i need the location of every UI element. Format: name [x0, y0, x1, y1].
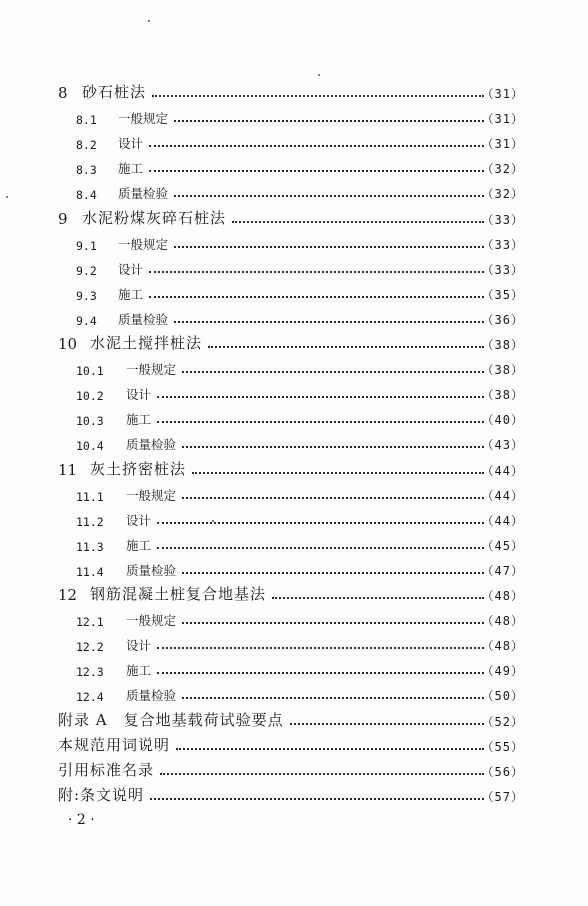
- toc-entry-title: 一般规定: [118, 236, 169, 252]
- toc-entry-title: 设计: [118, 261, 144, 277]
- toc-entry-title: 一般规定: [126, 613, 177, 629]
- toc-page-number: （48）: [481, 639, 524, 654]
- toc-entry-title: 附录 A 复合地基载荷试验要点: [58, 710, 284, 729]
- toc-entry-title: 附:条文说明: [58, 785, 145, 804]
- toc-entry-title: 质量检验: [118, 311, 169, 327]
- toc-dot-leader: [157, 396, 484, 398]
- toc-page-number: （55）: [481, 739, 524, 754]
- toc-entry-title: 质量检验: [126, 562, 177, 578]
- toc-entry-title: 质量检验: [126, 437, 177, 453]
- toc-page-number: （57）: [481, 789, 524, 804]
- toc-entry-label: [0, 184, 168, 202]
- toc-page-number: （38）: [481, 388, 524, 403]
- toc-dot-leader: [149, 296, 484, 298]
- toc-page-number: （40）: [481, 413, 524, 428]
- toc-dot-leader: [208, 346, 484, 348]
- toc-page-number: （31）: [481, 112, 524, 127]
- toc-dot-leader: [157, 522, 484, 524]
- toc-entry-label: [0, 709, 284, 730]
- toc-section-row[interactable]: [0, 680, 588, 704]
- toc-page-number: （44）: [481, 513, 524, 528]
- toc-page-number: （36）: [481, 312, 524, 327]
- toc-section-row[interactable]: [0, 605, 588, 629]
- toc-entry-title: 施工: [126, 537, 152, 553]
- toc-section-row[interactable]: [0, 103, 588, 127]
- toc-section-row[interactable]: [0, 480, 588, 504]
- toc-entry-label: [0, 385, 151, 403]
- toc-entry-number: 12.1: [76, 615, 104, 630]
- toc-entry-label: [0, 536, 151, 554]
- toc-entry-number: 9.1: [76, 238, 97, 253]
- toc-entry-number: 12.3: [76, 665, 104, 680]
- toc-entry-number: 11.1: [76, 489, 104, 504]
- toc-dot-leader: [157, 421, 484, 423]
- toc-entry-label: [0, 81, 146, 102]
- toc-dot-leader: [152, 95, 484, 97]
- toc-entry-title: 一般规定: [126, 362, 177, 378]
- toc-entry-title: 水泥土搅拌桩法: [90, 334, 203, 352]
- toc-section-row[interactable]: [0, 354, 588, 378]
- toc-dot-leader: [150, 798, 484, 800]
- toc-entry-title: 水泥粉煤灰碎石桩法: [82, 208, 227, 227]
- toc-dot-leader: [174, 321, 484, 323]
- scan-speck: [148, 20, 150, 22]
- toc-entry-label: [0, 611, 176, 629]
- toc-section-row[interactable]: [0, 304, 588, 328]
- toc-dot-leader: [160, 773, 484, 775]
- toc-chapter-row[interactable]: [0, 580, 588, 604]
- toc-appendix-row[interactable]: [0, 756, 588, 780]
- toc-entry-title: 质量检验: [126, 688, 177, 704]
- toc-dot-leader: [157, 647, 484, 649]
- toc-entry-label: [0, 332, 202, 353]
- toc-appendix-row[interactable]: [0, 781, 588, 805]
- toc-entry-label: [0, 207, 226, 228]
- toc-entry-number: 10.3: [76, 414, 104, 429]
- toc-entry-number: 12.2: [76, 640, 104, 655]
- toc-appendix-row[interactable]: [0, 706, 588, 730]
- toc-dot-leader: [176, 748, 484, 750]
- toc-entry-title: 本规范用词说明: [58, 735, 171, 754]
- toc-section-row[interactable]: [0, 655, 588, 679]
- toc-page-number: （49）: [481, 664, 524, 679]
- toc-dot-leader: [149, 145, 484, 147]
- toc-section-row[interactable]: [0, 530, 588, 554]
- scan-speck: [212, 520, 214, 522]
- toc-page-number: （48）: [481, 589, 524, 603]
- toc-entry-number: 8.4: [76, 188, 97, 203]
- toc-dot-leader: [272, 597, 484, 599]
- toc-dot-leader: [182, 572, 484, 574]
- toc-section-row[interactable]: [0, 379, 588, 403]
- toc-entry-number: 10.2: [76, 389, 104, 404]
- toc-page-number: （35）: [481, 287, 524, 302]
- toc-page-number: （32）: [481, 162, 524, 177]
- toc-entry-title: 施工: [118, 286, 144, 302]
- toc-entry-number: 12: [58, 586, 78, 604]
- toc-page-number: （47）: [481, 563, 524, 578]
- toc-entry-title: 施工: [126, 663, 152, 679]
- toc-page-number: （50）: [481, 689, 524, 704]
- toc-entry-label: [0, 360, 176, 378]
- toc-entry-label: [0, 410, 151, 428]
- toc-entry-title: 设计: [118, 136, 144, 152]
- toc-entry-number: 8.2: [76, 138, 97, 153]
- scan-speck: [318, 74, 320, 76]
- toc-entry-label: [0, 511, 151, 529]
- toc-entry-number: 9.2: [76, 263, 97, 278]
- toc-dot-leader: [182, 697, 484, 699]
- toc-page-number: （31）: [481, 137, 524, 152]
- toc-entry-title: 钢筋混凝土桩复合地基法: [90, 585, 267, 603]
- toc-dot-leader: [232, 221, 484, 223]
- toc-entry-title: 设计: [126, 638, 152, 654]
- toc-page-number: （32）: [481, 187, 524, 202]
- toc-entry-label: [0, 159, 143, 177]
- toc-page-number: （33）: [481, 262, 524, 277]
- toc-section-row[interactable]: [0, 153, 588, 177]
- toc-page-number: （48）: [481, 614, 524, 629]
- toc-entry-title: 施工: [118, 161, 144, 177]
- toc-page-number: （43）: [481, 438, 524, 453]
- toc-entry-label: [0, 134, 143, 152]
- toc-dot-leader: [149, 170, 484, 172]
- toc-entry-label: [0, 661, 151, 679]
- toc-dot-leader: [290, 723, 484, 725]
- toc-entry-label: [0, 435, 176, 453]
- toc-dot-leader: [182, 497, 484, 499]
- toc-entry-title: 灰土挤密桩法: [90, 459, 187, 478]
- toc-entry-label: [0, 458, 186, 479]
- toc-entry-number: 11.3: [76, 539, 104, 554]
- toc-chapter-row[interactable]: [0, 455, 588, 479]
- toc-page-number: （44）: [481, 488, 524, 503]
- toc-entry-number: 12.4: [76, 690, 104, 705]
- toc-section-row[interactable]: [0, 505, 588, 529]
- toc-entry-label: [0, 734, 170, 755]
- toc-entry-number: 10.4: [76, 439, 104, 454]
- toc-entry-title: 施工: [126, 412, 152, 428]
- toc-entry-label: [0, 260, 143, 278]
- toc-entry-number: 9.3: [76, 288, 97, 303]
- toc-dot-leader: [174, 195, 484, 197]
- toc-page-number: （38）: [481, 338, 524, 352]
- toc-entry-number: 10.1: [76, 364, 104, 379]
- toc-section-row[interactable]: [0, 254, 588, 278]
- toc-page-number: （44）: [481, 463, 524, 478]
- toc-chapter-row[interactable]: [0, 329, 588, 353]
- toc-entry-title: 设计: [126, 512, 152, 528]
- toc-section-row[interactable]: [0, 630, 588, 654]
- toc-entry-number: 11.4: [76, 564, 104, 579]
- toc-entry-number: 8: [58, 84, 68, 102]
- toc-entry-title: 引用标准名录: [58, 760, 155, 779]
- toc-entry-label: [0, 583, 266, 604]
- toc-dot-leader: [149, 271, 484, 273]
- toc-entry-label: [0, 486, 176, 504]
- toc-page-number: （52）: [481, 714, 524, 729]
- toc-entry-label: [0, 561, 176, 579]
- toc-entry-label: [0, 784, 144, 805]
- toc-chapter-row[interactable]: [0, 78, 588, 102]
- toc-appendix-row[interactable]: [0, 731, 588, 755]
- toc-chapter-row[interactable]: [0, 204, 588, 228]
- toc-entry-title: 砂石桩法: [82, 83, 147, 101]
- toc-entry-label: [0, 759, 154, 780]
- toc-entry-number: 9: [58, 209, 68, 228]
- toc-entry-label: [0, 686, 176, 704]
- toc-entry-label: [0, 636, 151, 654]
- toc-section-row[interactable]: [0, 279, 588, 303]
- toc-page-number: （56）: [481, 764, 524, 779]
- toc-entry-title: 一般规定: [118, 111, 169, 127]
- toc-entry-label: [0, 310, 168, 328]
- toc-page-number: （45）: [481, 538, 524, 553]
- toc-page-number: （31）: [481, 87, 524, 101]
- toc-section-row[interactable]: [0, 229, 588, 253]
- toc-section-row[interactable]: [0, 429, 588, 453]
- toc-entry-number: 9.4: [76, 313, 97, 328]
- toc-section-row[interactable]: [0, 404, 588, 428]
- toc-page-number: （38）: [481, 363, 524, 378]
- toc-dot-leader: [182, 446, 484, 448]
- toc-entry-title: 质量检验: [118, 186, 169, 202]
- toc-entry-number: 8.1: [76, 113, 97, 128]
- toc-section-row[interactable]: [0, 555, 588, 579]
- toc-page-number: （33）: [481, 237, 524, 252]
- toc-dot-leader: [192, 472, 484, 474]
- toc-entry-title: 一般规定: [126, 487, 177, 503]
- toc-entry-label: [0, 235, 168, 253]
- toc-entry-number: 8.3: [76, 163, 97, 178]
- toc-section-row[interactable]: [0, 178, 588, 202]
- toc-dot-leader: [174, 246, 484, 248]
- toc-entry-label: [0, 109, 168, 127]
- toc-entry-label: [0, 285, 143, 303]
- toc-dot-leader: [157, 547, 484, 549]
- toc-entry-number: 11: [58, 460, 78, 479]
- scan-speck: [6, 196, 8, 198]
- toc-entry-title: 设计: [126, 387, 152, 403]
- toc-section-row[interactable]: [0, 128, 588, 152]
- page-number: · 2 ·: [68, 812, 95, 828]
- toc-dot-leader: [182, 622, 484, 624]
- toc-entry-number: 10: [58, 335, 78, 353]
- toc-dot-leader: [182, 371, 484, 373]
- toc-dot-leader: [157, 672, 484, 674]
- toc-entry-number: 11.2: [76, 514, 104, 529]
- toc-dot-leader: [174, 120, 484, 122]
- toc-page-number: （33）: [481, 212, 524, 227]
